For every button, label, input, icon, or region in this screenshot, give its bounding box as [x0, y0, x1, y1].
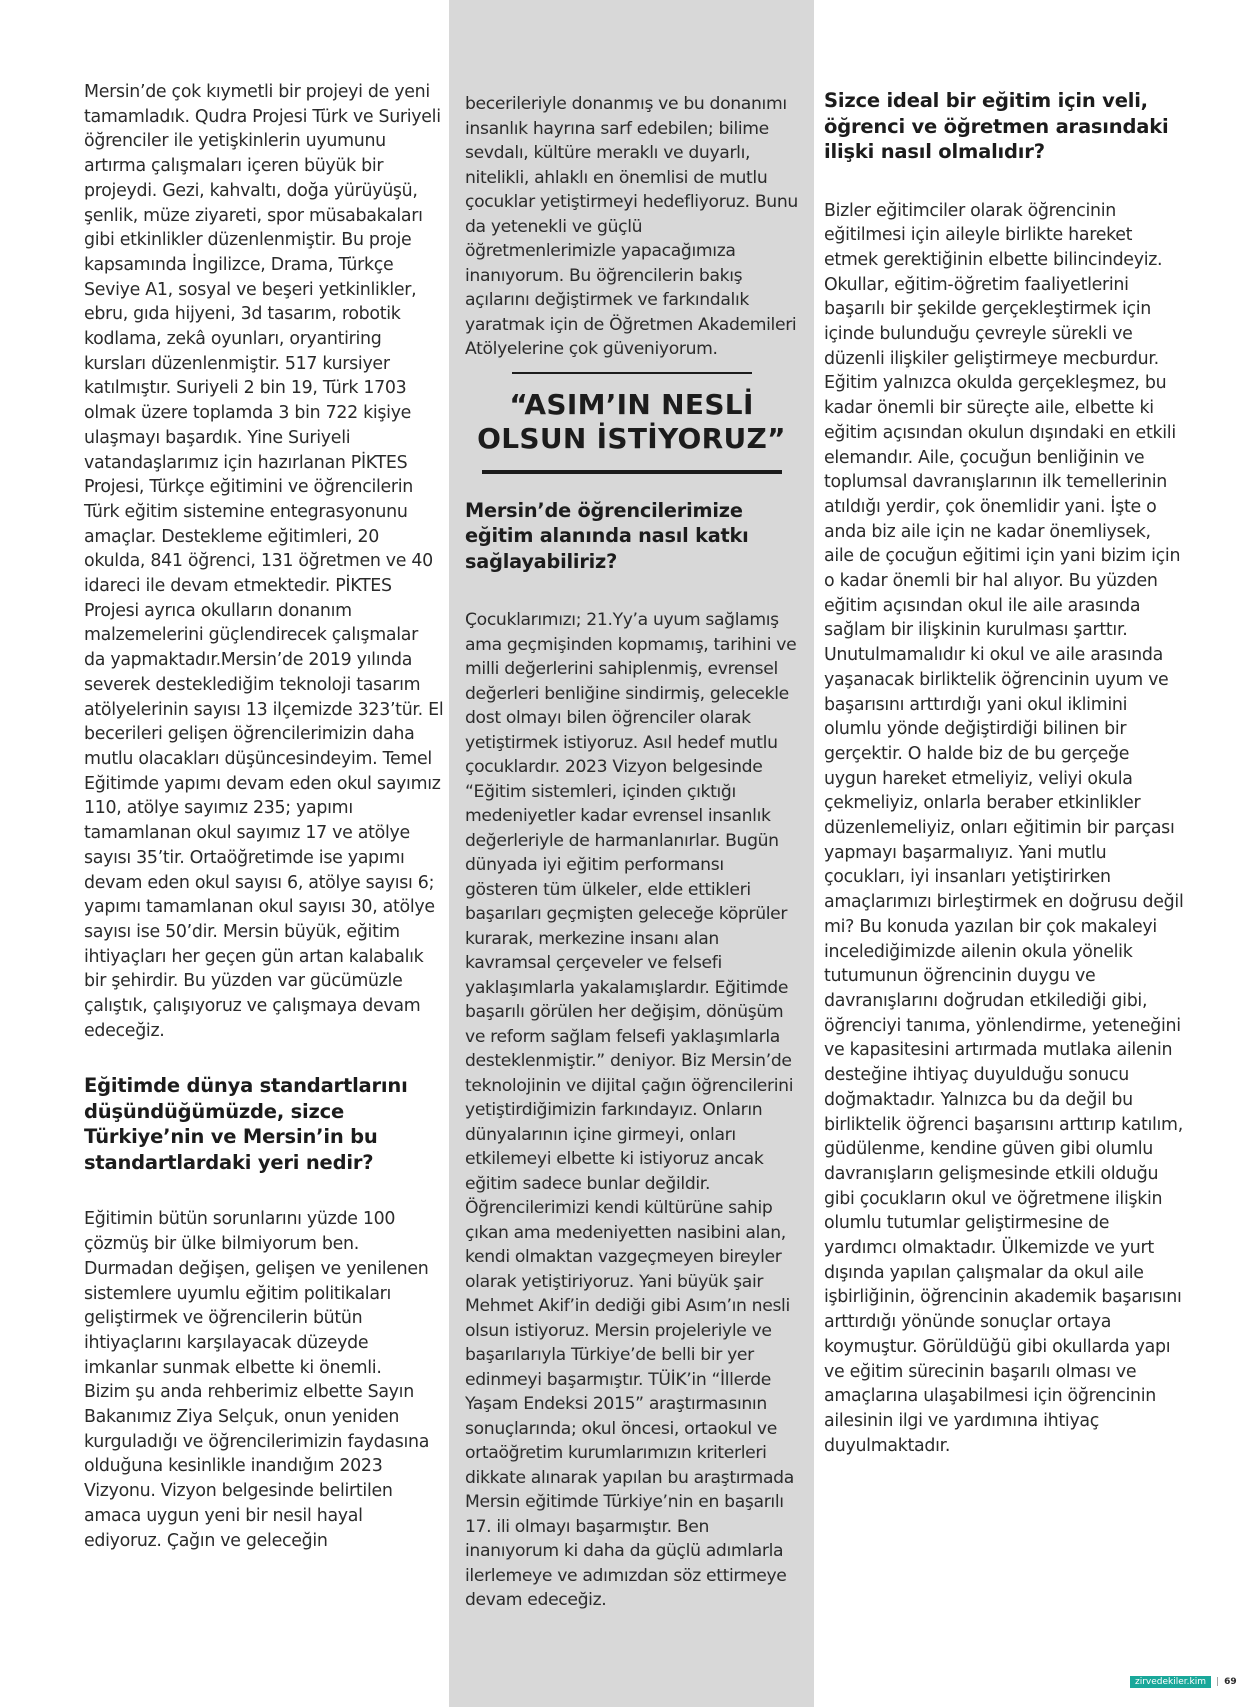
body-paragraph: Çocuklarımızı; 21.Yy’a uyum sağlamış ama geçmişinden kopmamış, tarihini ve milli değerlerini sahiplenmiş, evrensel değerleri benliğine sindirmiş, gelecekle dost olmayı bilen öğrenciler olarak yetiştirmek istiyoruz. Asıl hedef mutlu çocuklardır. 2023 Vizyon belgesinde “Eğitim sistemleri, içinden çıktığı medeniyetler kadar evrensel insanlık değerleriyle de harmanlanırlar. Bugün dünyada iyi eğitim performansı gösteren tüm ülkeler, elde ettikleri başarıları geçmişten geleceğe köprüler kurarak, merkezine insanı alan kavramsal çerçeveler ve felsefi yaklaşımlarla yakalamışlardır. Eğitimde başarılı görülen her değişim, dönüşüm ve reform sağlam felsefi yaklaşımlarla desteklenmiştir.” deniyor. Biz Mersin’de teknolojinin ve dijital çağın öğrencilerini yetiştirdiğimizin farkındayız. Onların dünyalarının içine girmeyi, onları etkilemeyi elbette ki istiyoruz ancak eğitim sadece bunlar değildir. Öğrencilerimizi kendi kültürüne sahip çıkan ama medeniyetten nasibini alan, kendi olmaktan vazgeçmeyen bireyler olarak yetiştiriyoruz. Yani büyük şair Mehmet Akif’in dediği gibi Asım’ın nesli olsun istiyoruz. Mersin projeleriyle ve başarılarıyla Türkiye’de belli bir yer edinmeyi başarmıştır. TÜİK’in “İllerde Yaşam Endeksi 2015” araştırmasının sonuçlarında; okul öncesi, ortaokul ve ortaöğretim kurumlarımızın kriterleri dikkate alınarak yapılan bu araştırmada Mersin eğitimde Türkiye’nin en başarılı 17. ili olmayı başarmıştır. Ben inanıyorum ki daha da güçlü adımlarla ilerlemeye ve adımızdan söz ettirmeye devam edeceğiz.: [465, 610, 797, 1610]
body-paragraph: Mersin’de çok kıymetli bir projeyi de yeni tamamladık. Qudra Projesi Türk ve Suriyeli öğrenciler ile yetişkinlerin uyumunu artırma çalışmaları içeren büyük bir projeydi. Gezi, kahvaltı, doğa yürüyüşü, şenlik, müze ziyareti, spor müsabakaları gibi etkinlikler düzenlenmiştir. Bu proje kapsamında İngilizce, Drama, Türkçe Seviye A1, sosyal ve beşeri yetkinlikler, ebru, gıda hijyeni, 3d tasarım, robotik kodlama, zekâ oyunları, oryantiring kursları düzenlenmiştir. 517 kursiyer katılmıştır. Suriyeli 2 bin 19, Türk 1703 olmak üzere toplamda 3 bin 722 kişiye ulaşmayı başardık. Yine Suriyeli vatandaşlarımız için hazırlanan PİKTES Projesi, Türkçe eğitimini ve öğrencilerin Türk eğitim sistemine entegrasyonunu amaçlar. Destekleme eğitimleri, 20 okulda, 841 öğrenci, 131 öğretmen ve 40 idareci ile devam etmektedir. PİKTES Projesi ayrıca okulların donanım malzemelerini güçlendirecek çalışmalar da yapmaktadır.Mersin’de 2019 yılında severek desteklediğim teknoloji tasarım atölyelerinin sayısı 13 ilçemizde 323’tür. El becerileri gelişen öğrencilerimizin daha mutlu olacakları düşüncesindeyim. Temel Eğitimde yapımı devam eden okul sayımız 110, atölye sayımız 235; yapımı tamamlanan okul sayımız 17 ve atölye sayısı 35’tir. Ortaöğretimde ise yapımı devam eden okul sayısı 6, atölye sayısı 6; yapımı tamamlanan okul sayısı 30, atölye sayısı ise 50’dir. Mersin büyük, eğitim ihtiyaçları her geçen gün artan kalabalık bir şehirdir. Bu yüzden var gücümüzle çalıştık, çalışıyoruz ve çalışmaya devam edeceğiz.: [84, 82, 444, 1041]
body-paragraph: becerileriyle donanmış ve bu donanımı insanlık hayrına sarf edebilen; bilime sevdalı, kültüre meraklı ve duyarlı, nitelikli, ahlaklı en önemlisi de mutlu çocuklar yetiştirmeyi hedefliyoruz. Bunu da yetenekli ve güçlü öğretmenlerimizle yapacağımıza inanıyorum. Bu öğrencilerin bakış açılarını değiştirmek ve farkındalık yaratmak için de Öğretmen Akademileri Atölyelerine çok güveniyorum.: [465, 94, 798, 359]
pull-quote: [465, 372, 798, 474]
footer-site-name: zirvedekiler.kim: [1130, 1676, 1211, 1688]
page-number: 69: [1224, 1677, 1237, 1687]
pull-quote-bottom-rule: [482, 470, 782, 474]
body-paragraph: Eğitimin bütün sorunlarını yüzde 100 çözmüş bir ülke bilmiyorum ben. Durmadan değişen, gelişen ve yenilenen sistemlere uyumlu eğitim politikaları geliştirmek ve öğrencilerin bütün ihtiyaçlarını karşılayacak düzeyde imkanlar sunmak elbette ki önemli.: [84, 1209, 429, 1378]
footer-separator: |: [1216, 1677, 1220, 1687]
pull-quote-text: “ASIM’IN NESLİ OLSUN İSTİYORUZ”: [477, 387, 786, 455]
interview-question: Sizce ideal bir eğitim için veli, öğrenci ve öğretmen arasındaki ilişki nasıl olmalıdır?: [824, 89, 1169, 163]
page-footer: [1130, 1676, 1237, 1688]
article-column-1: [84, 0, 444, 1707]
article-column-3: [824, 0, 1184, 1707]
interview-question: Eğitimde dünya standartlarını düşündüğümüzde, sizce Türkiye’nin ve Mersin’in bu standartlardaki yeri nedir?: [84, 1074, 408, 1174]
body-paragraph: Bizim şu anda rehberimiz elbette Sayın Bakanımız Ziya Selçuk, onun yeniden kurguladığı ve öğrencilerimizin faydasına olduğuna kesinlikle inandığım 2023 Vizyonu. Vizyon belgesinde belirtilen amaca uygun yeni bir nesil hayal ediyoruz. Çağın ve geleceğin: [84, 1382, 430, 1551]
body-paragraph: Bizler eğitimciler olarak öğrencinin eğitilmesi için aileyle birlikte hareket etmek gerektiğinin elbette bilincindeyiz. Okullar, eğitim-öğretim faaliyetlerini başarılı bir şekilde gerçekleştirmek için içinde bulunduğu çevreyle sürekli ve düzenli ilişkiler geliştirmeye mecburdur. Eğitim yalnızca okulda gerçekleşmez, bu kadar önemli bir süreçte aile, elbette ki eğitim açısından okulun dışındaki en etkili elemandır. Aile, çocuğun benliğinin ve toplumsal davranışlarının ilk temellerinin atıldığı yerdir, çok önemlidir yani. İşte o anda biz aile için ne kadar önemliysek, aile de çocuğun eğitimi için yani bizim için o kadar önemli bir hal alıyor. Bu yüzden eğitim açısından okul ile aile arasında sağlam bir ilişkinin kurulması şarttır. Unutulmamalıdır ki okul ve aile arasında yaşanacak birliktelik öğrencinin uyum ve başarısını arttırdığı yani okul iklimini olumlu yönde değiştirdiği bilinen bir gerçektir. O halde biz de bu gerçeğe uygun hareket etmeliyiz, veliyi okula çekmeliyiz, onlarla beraber etkinlikler düzenlemeliyiz, onları eğitimin bir parçası yapmayı başarmalıyız. Yani mutlu çocukları, iyi insanları yetiştirirken amaçlarımızı birleştirmek en doğrusu değil mi? Bu konuda yazılan bir çok makaleyi incelediğimizde ailenin okula yönelik tutumunun öğrencinin duygu ve davranışlarını doğrudan etkilediği gibi, öğrenciyi tanıma, yönlendirme, yeteneğini ve kapasitesini artırmada mutlaka ailenin desteğine ihtiyaç duyulduğu sonucu doğmaktadır. Yalnızca bu da değil bu birliktelik öğrenci başarısını arttırıp katılım, güdülenme, kendine güven gibi olumlu davranışların gelişmesinde etkili olduğu gibi çocukların okul ve öğretmene ilişkin olumlu tutumlar geliştirmesine de yardımcı olmaktadır. Ülkemizde ve yurt dışında yapılan çalışmalar da okul aile işbirliğinin, öğrencinin akademik başarısını arttırdığı yönünde sonuçlar ortaya koymuştur. Görüldüğü gibi okullarda yapı ve eğitim sürecinin başarılı olması ve amaçlarına ulaşabilmesi için öğrencinin ailesinin ilgi ve yardımına ihtiyaç duyulmaktadır.: [824, 200, 1184, 1456]
article-column-2-shaded: [449, 0, 814, 1707]
pull-quote-top-rule: [512, 372, 752, 374]
interview-question: Mersin’de öğrencilerimize eğitim alanında nasıl katkı sağlayabiliriz?: [465, 498, 749, 573]
